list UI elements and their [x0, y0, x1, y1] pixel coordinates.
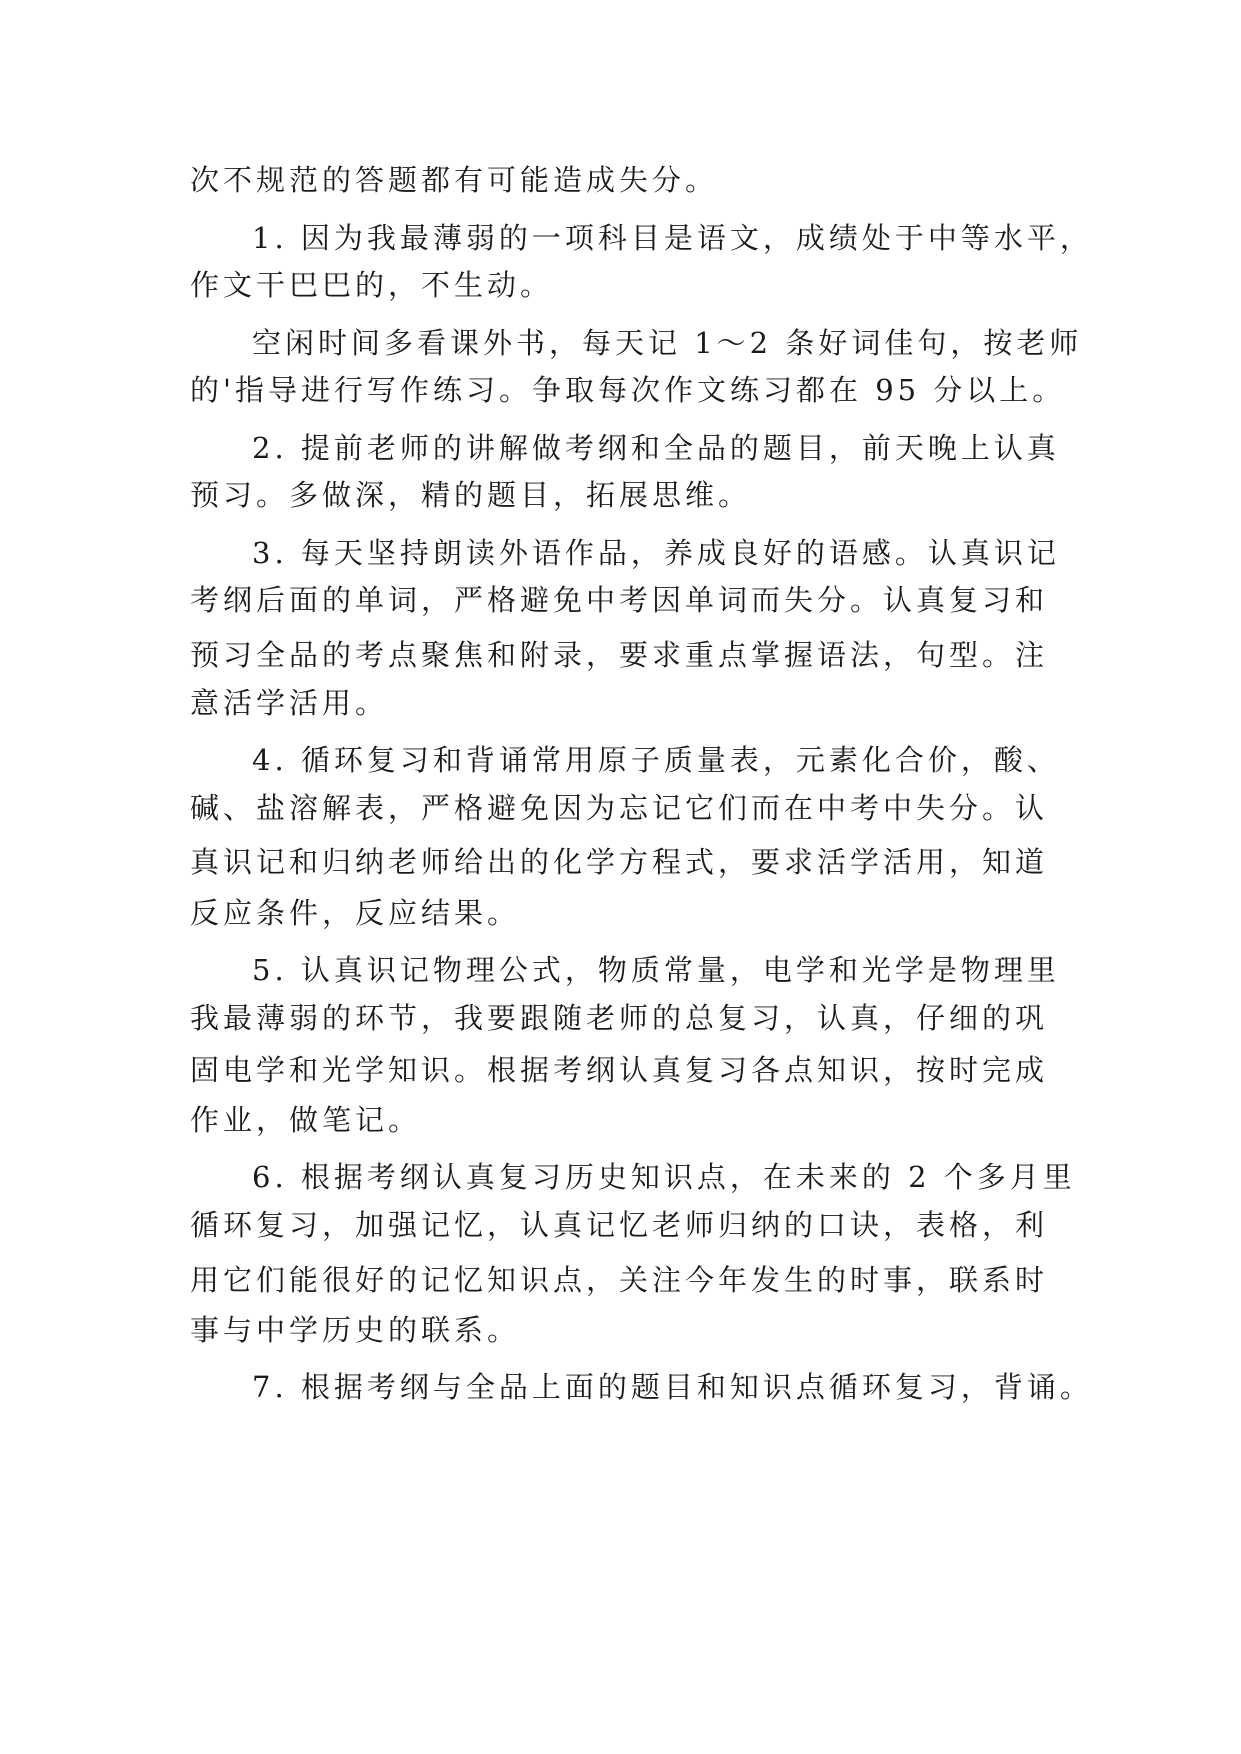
text-line: 我最薄弱的环节，我要跟随老师的总复习，认真，仔细的巩: [190, 1001, 1049, 1035]
text-line: 1. 因为我最薄弱的一项科目是语文，成绩处于中等水平，: [252, 221, 1093, 255]
text-line: 事与中学历史的联系。: [190, 1313, 521, 1347]
text-line: 预习。多做深，精的题目，拓展思维。: [190, 478, 752, 512]
text-line: 3. 每天坚持朗读外语作品，养成良好的语感。认真识记: [252, 536, 1060, 570]
text-line: 4. 循环复习和背诵常用原子质量表，元素化合价，酸、: [252, 743, 1060, 777]
text-line: 5. 认真识记物理公式，物质常量，电学和光学是物理里: [252, 953, 1060, 987]
text-line: 6. 根据考纲认真复习历史知识点，在未来的 2 个多月里: [252, 1160, 1076, 1194]
text-line: 固电学和光学知识。根据考纲认真复习各点知识，按时完成: [190, 1053, 1049, 1087]
text-line: 2. 提前老师的讲解做考纲和全品的题目，前天晚上认真: [252, 431, 1060, 465]
text-line: 作文干巴巴的，不生动。: [190, 268, 554, 302]
text-line: 7. 根据考纲与全品上面的题目和知识点循环复习，背诵。: [252, 1370, 1093, 1404]
text-line: 用它们能很好的记忆知识点，关注今年发生的时事，联系时: [190, 1263, 1049, 1297]
text-line: 作业，做笔记。: [190, 1103, 422, 1137]
text-line: 考纲后面的单词，严格避免中考因单词而失分。认真复习和: [190, 583, 1049, 617]
text-line: 的'指导进行写作练习。争取每次作文练习都在 95 分以上。: [190, 373, 1066, 407]
text-line: 循环复习，加强记忆，认真记忆老师归纳的口诀，表格，利: [190, 1208, 1049, 1242]
text-line: 次不规范的答题都有可能造成失分。: [190, 163, 719, 197]
text-line: 空闲时间多看课外书，每天记 1～2 条好词佳句，按老师: [252, 326, 1083, 360]
text-line: 预习全品的考点聚焦和附录，要求重点掌握语法，句型。注: [190, 638, 1049, 672]
text-line: 意活学活用。: [190, 686, 389, 720]
text-line: 真识记和归纳老师给出的化学方程式，要求活学活用，知道: [190, 845, 1049, 879]
text-line: 碱、盐溶解表，严格避免因为忘记它们而在中考中失分。认: [190, 791, 1049, 825]
text-line: 反应条件，反应结果。: [190, 896, 521, 930]
